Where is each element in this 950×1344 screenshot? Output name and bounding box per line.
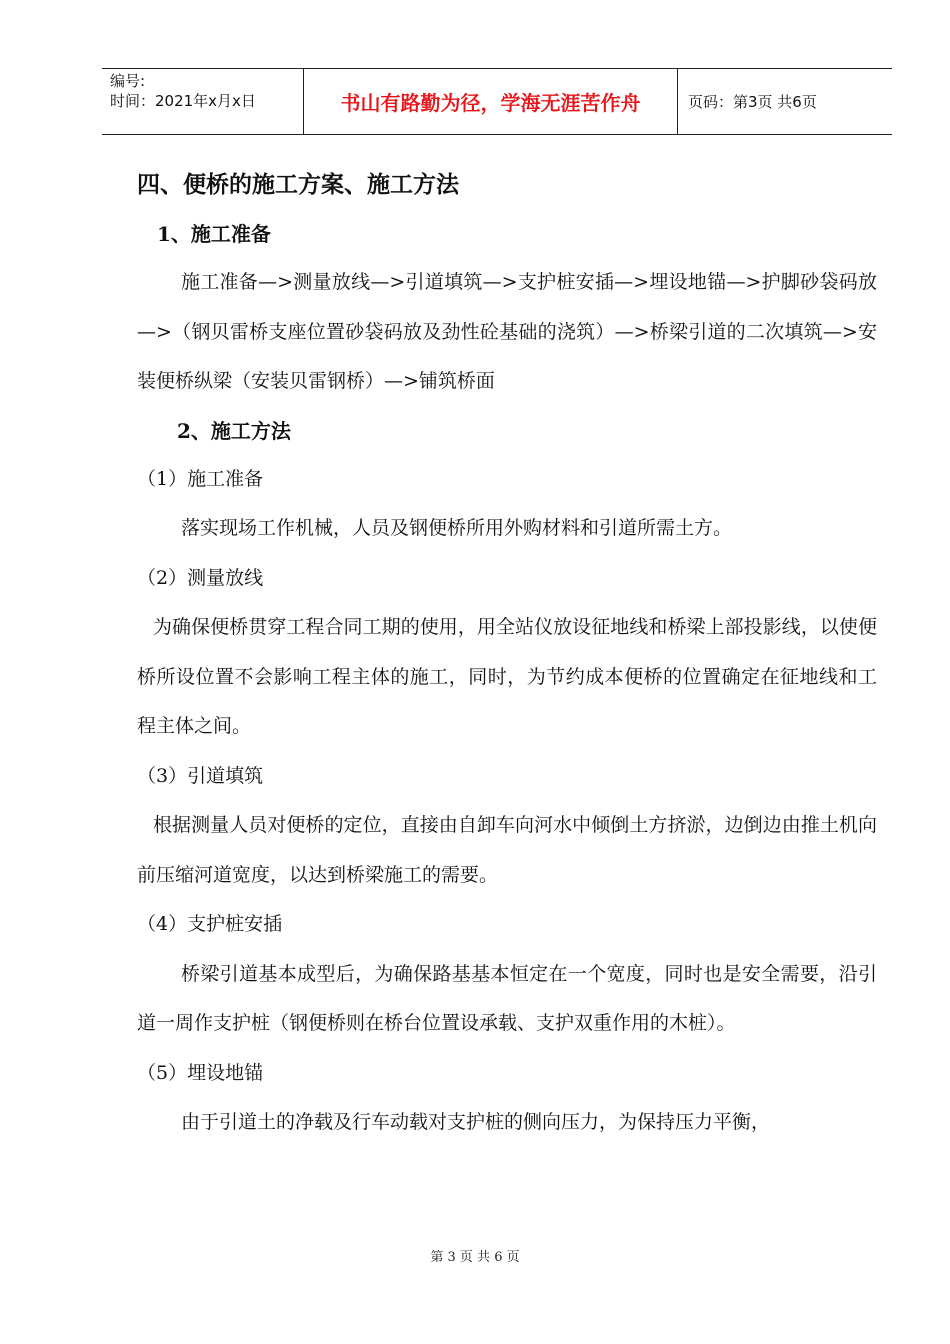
header-page-info: 页码：第3页 共6页 xyxy=(688,93,817,111)
item-title: （4）支护桩安插 xyxy=(137,913,283,935)
item-title: （5）埋设地锚 xyxy=(137,1061,264,1084)
subsection-title-2: 2、施工方法 xyxy=(177,418,291,443)
header-motto: 书山有路勤为径，学海无涯苦作舟 xyxy=(304,69,678,134)
page-footer: 第 3 页 共 6 页 xyxy=(430,1250,520,1265)
subsection-title-1: 1、施工准备 xyxy=(157,222,271,246)
item-paragraph: 由于引道土的净载及行车动载对支护桩的侧向压力，为保持压力平衡， xyxy=(181,1111,771,1133)
section-title: 四、便桥的施工方案、施工方法 xyxy=(137,171,459,198)
document-body xyxy=(137,160,877,1148)
paragraph-workflow: 施工准备—>测量放线—>引道填筑—>支护桩安插—>埋设地锚—>护脚砂袋码放—>（钢贝雷桥支座位置砂袋码放及劲性砼基础的浇筑）—>桥梁引道的二次填筑—>安装便桥纵梁（安装贝雷钢桥）—>铺筑桥面 xyxy=(137,271,877,392)
time-label: 时间：2021年x月x日 xyxy=(110,92,256,110)
item-title: （2）测量放线 xyxy=(137,566,264,589)
number-label: 编号: xyxy=(110,72,146,90)
item-title: （3）引道填筑 xyxy=(137,764,264,787)
item-title: （1）施工准备 xyxy=(137,467,264,490)
document-header xyxy=(102,68,892,135)
item-paragraph: 为确保便桥贯穿工程合同工期的使用，用全站仪放设征地线和桥梁上部投影线，以使便桥所设位置不会影响工程主体的施工，同时，为节约成本便桥的位置确定在征地线和工程主体之间。 xyxy=(137,616,877,737)
item-paragraph: 桥梁引道基本成型后，为确保路基基本恒定在一个宽度，同时也是安全需要，沿引道一周作支护桩（钢便桥则在桥台位置设承载、支护双重作用的木桩）。 xyxy=(137,962,877,1034)
item-paragraph: 根据测量人员对便桥的定位，直接由自卸车向河水中倾倒土方挤淤，边倒边由推土机向前压缩河道宽度，以达到桥梁施工的需要。 xyxy=(137,814,877,886)
item-paragraph: 落实现场工作机械，人员及钢便桥所用外购材料和引道所需土方。 xyxy=(181,517,733,539)
header-meta xyxy=(102,69,304,134)
